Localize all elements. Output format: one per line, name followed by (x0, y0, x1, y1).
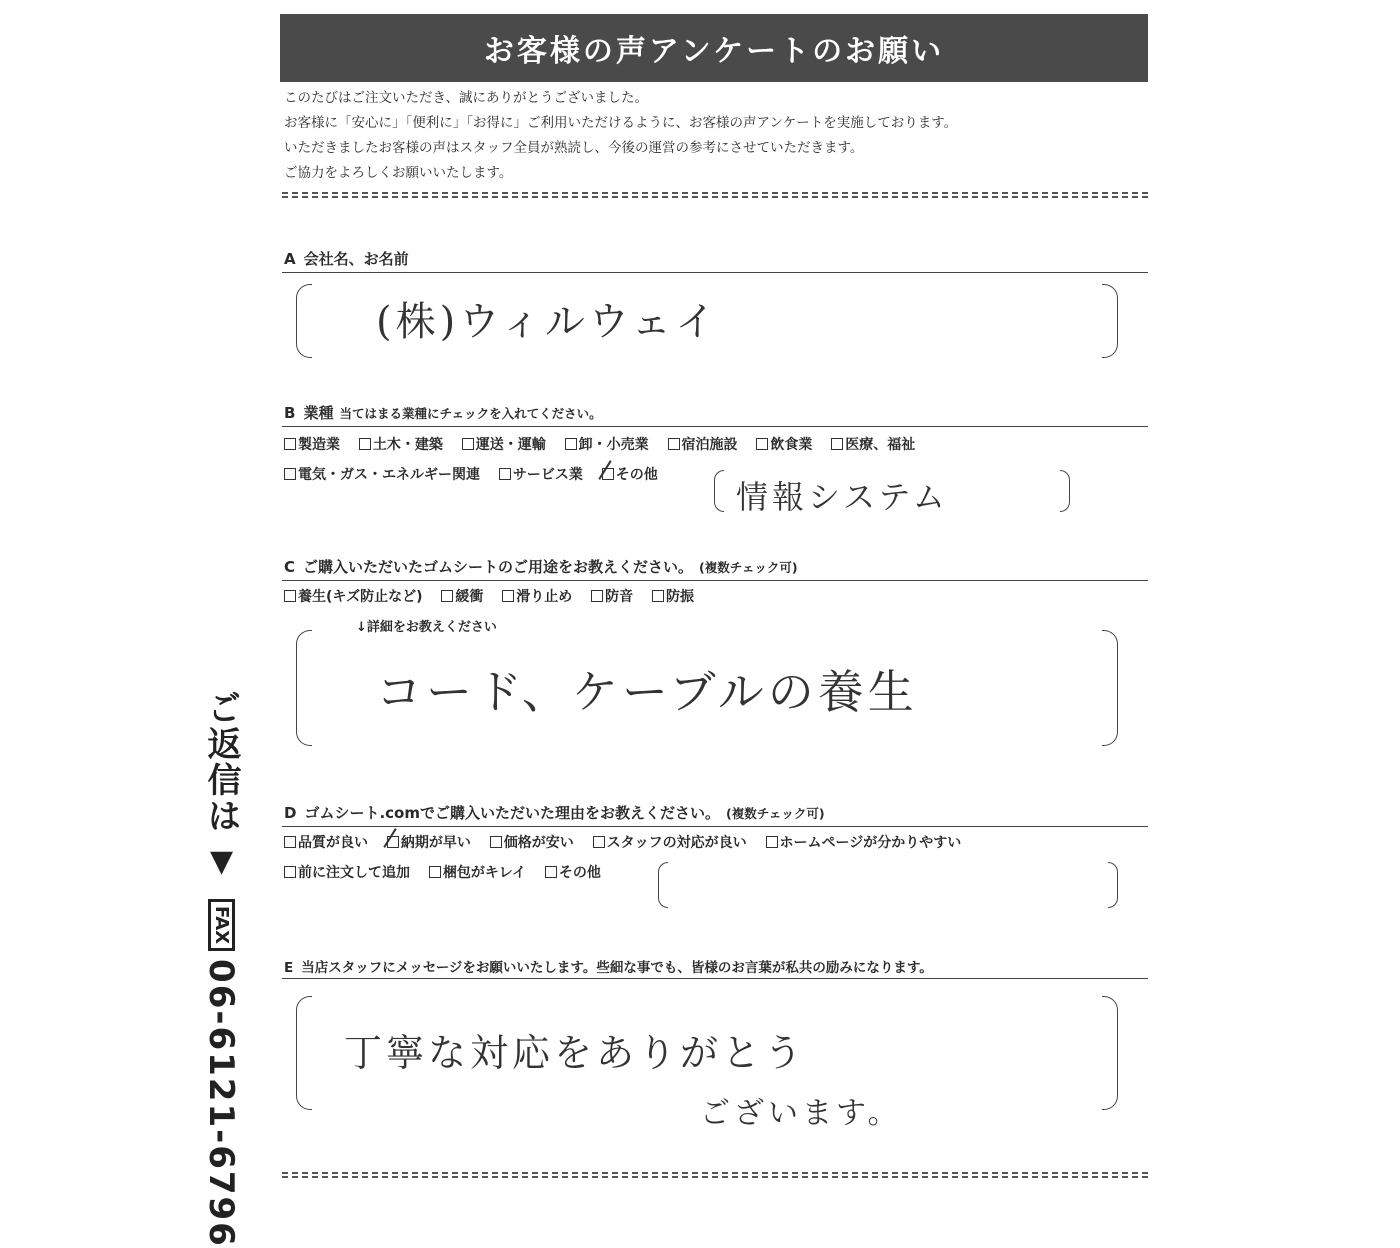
detail-label: ↓詳細をお教えください (356, 620, 497, 635)
checkbox[interactable] (499, 468, 511, 480)
checkbox[interactable] (591, 590, 603, 602)
checkbox[interactable] (441, 590, 453, 602)
section-rule (282, 272, 1148, 273)
option-other[interactable] (545, 865, 601, 881)
bracket-right (1102, 284, 1118, 358)
bracket-left (296, 996, 312, 1110)
checkbox[interactable] (284, 468, 296, 480)
intro-line: このたびはご注文いただき、誠にありがとうございました。 (284, 90, 648, 106)
reply-label: ご返信は (201, 690, 241, 834)
section-d-title (284, 802, 825, 823)
section-heading: ご購入いただいたゴムシートのご用途をお教えください。 (303, 558, 694, 576)
section-heading: 業種 (303, 404, 334, 422)
section-heading: 当店スタッフにメッセージをお願いいたします。些細な事でも、皆様のお言葉が私共の励みになります。 (301, 960, 933, 976)
arrow-down-icon: ▼ (204, 844, 239, 881)
section-note: (複数チェック可) (725, 806, 825, 821)
industry-other-answer[interactable]: 情報システム (736, 478, 949, 516)
option-label: 梱包がキレイ (442, 865, 527, 881)
option-staff[interactable] (593, 835, 747, 851)
option-repeat-order[interactable] (284, 865, 410, 881)
section-heading: 会社名、お名前 (303, 250, 409, 268)
checkbox[interactable] (652, 590, 664, 602)
intro-line: ご協力をよろしくお願いいたします。 (284, 165, 513, 181)
message-answer-line1[interactable]: 丁寧な対応をありがとう (344, 1031, 807, 1075)
checkbox[interactable] (593, 836, 605, 848)
divider-dashed (282, 1172, 1148, 1178)
option-manufacturing[interactable] (284, 437, 340, 453)
option-quality[interactable] (284, 835, 368, 851)
checkbox[interactable] (284, 836, 296, 848)
checkbox[interactable] (429, 866, 441, 878)
option-label: その他 (615, 467, 658, 483)
section-e-title (284, 956, 933, 976)
checkbox[interactable] (766, 836, 778, 848)
section-letter: D (284, 804, 297, 822)
divider-dashed (282, 192, 1148, 198)
option-anti-slip[interactable] (502, 589, 572, 605)
option-soundproof[interactable] (591, 589, 633, 605)
bracket-right (1060, 470, 1070, 512)
company-name-answer[interactable]: (株)ウィルウェイ (376, 299, 720, 345)
option-medical[interactable] (831, 437, 915, 453)
option-label: 緩衝 (455, 589, 484, 605)
section-note: (複数チェック可) (699, 560, 798, 575)
option-packaging[interactable] (429, 865, 526, 881)
fax-reply-vertical (196, 690, 246, 1248)
checkbox[interactable] (490, 836, 502, 848)
option-label: 納期が早い (400, 835, 471, 851)
option-fast-delivery[interactable] (387, 835, 471, 851)
checkbox[interactable] (502, 590, 514, 602)
option-label: 医療、福祉 (845, 437, 916, 453)
section-letter: B (284, 404, 296, 422)
option-transport[interactable] (462, 437, 546, 453)
section-c-title (284, 556, 798, 577)
option-label: 価格が安い (503, 835, 574, 851)
bracket-left (296, 284, 312, 358)
option-label: 防音 (605, 589, 634, 605)
section-rule (282, 978, 1148, 979)
option-label: 土木・建築 (372, 437, 443, 453)
option-label: スタッフの対応が良い (606, 835, 747, 851)
intro-line: いただきましたお客様の声はスタッフ全員が熟読し、今後の運営の参考にさせていただきます。 (284, 140, 864, 156)
reason-options-row2 (284, 862, 615, 882)
checkbox[interactable] (756, 438, 768, 450)
intro-line: お客様に「安心に」「便利に」「お得に」ご利用いただけるように、お客様の声アンケートを実施しております。 (284, 115, 958, 131)
bracket-right (1102, 630, 1118, 746)
industry-options-row1 (284, 434, 929, 454)
option-label: 運送・運輸 (475, 437, 546, 453)
checkbox[interactable] (284, 590, 296, 602)
option-service[interactable] (499, 467, 583, 483)
section-heading: ゴムシート.comでご購入いただいた理由をお教えください。 (304, 804, 720, 822)
fax-number: 06-6121-6796 (201, 959, 241, 1248)
option-label: 卸・小売業 (578, 437, 649, 453)
bracket-right (1108, 862, 1118, 908)
checkbox[interactable] (284, 866, 296, 878)
option-lodging[interactable] (668, 437, 738, 453)
bracket-left (714, 470, 724, 512)
option-label: 製造業 (298, 437, 340, 453)
checkbox[interactable] (565, 438, 577, 450)
bracket-right (1102, 996, 1118, 1110)
option-label: 防振 (666, 589, 695, 605)
section-rule (282, 826, 1148, 827)
option-label: 宿泊施設 (681, 437, 738, 453)
option-other[interactable] (602, 467, 658, 483)
option-protection[interactable] (284, 589, 423, 605)
industry-options-row2 (284, 464, 672, 484)
intro-text (284, 86, 957, 186)
option-label: 飲食業 (770, 437, 813, 453)
checkbox-checked[interactable] (602, 468, 614, 480)
section-a-title (284, 248, 409, 269)
usage-detail-answer[interactable]: コード、ケーブルの養生 (376, 665, 918, 719)
option-energy[interactable] (284, 467, 480, 483)
section-letter: C (284, 558, 296, 576)
checkbox-checked[interactable] (387, 836, 399, 848)
option-label: 前に注文して追加 (298, 865, 410, 881)
section-b-title (284, 402, 602, 423)
option-label: 電気・ガス・エネルギー関連 (298, 467, 480, 483)
checkbox[interactable] (545, 866, 557, 878)
section-letter: E (284, 960, 294, 976)
bracket-left (658, 862, 668, 908)
option-retail[interactable] (565, 437, 649, 453)
fax-icon: FAX (208, 899, 235, 951)
bracket-left (296, 630, 312, 746)
option-vibration[interactable] (652, 589, 694, 605)
checkbox[interactable] (359, 438, 371, 450)
section-rule (282, 580, 1148, 581)
option-website[interactable] (766, 835, 962, 851)
section-note: 当てはまる業種にチェックを入れてください。 (339, 406, 602, 421)
option-label: その他 (558, 865, 601, 881)
survey-title: お客様の声アンケートのお願い (280, 14, 1148, 82)
option-label: 滑り止め (516, 589, 573, 605)
checkbox[interactable] (831, 438, 843, 450)
option-label: 養生(キズ防止など) (298, 589, 423, 605)
option-price[interactable] (490, 835, 574, 851)
option-label: ホームページが分かりやすい (779, 835, 962, 851)
section-rule (282, 426, 1148, 427)
message-answer-line2[interactable]: ございます。 (700, 1096, 902, 1131)
checkbox[interactable] (462, 438, 474, 450)
checkbox[interactable] (668, 438, 680, 450)
option-construction[interactable] (359, 437, 443, 453)
option-food[interactable] (756, 437, 812, 453)
checkbox[interactable] (284, 438, 296, 450)
usage-options (284, 586, 708, 606)
option-label: 品質が良い (298, 835, 368, 851)
reason-options-row1 (284, 832, 975, 852)
section-letter: A (284, 250, 296, 268)
option-label: サービス業 (512, 467, 583, 483)
option-cushioning[interactable] (441, 589, 483, 605)
